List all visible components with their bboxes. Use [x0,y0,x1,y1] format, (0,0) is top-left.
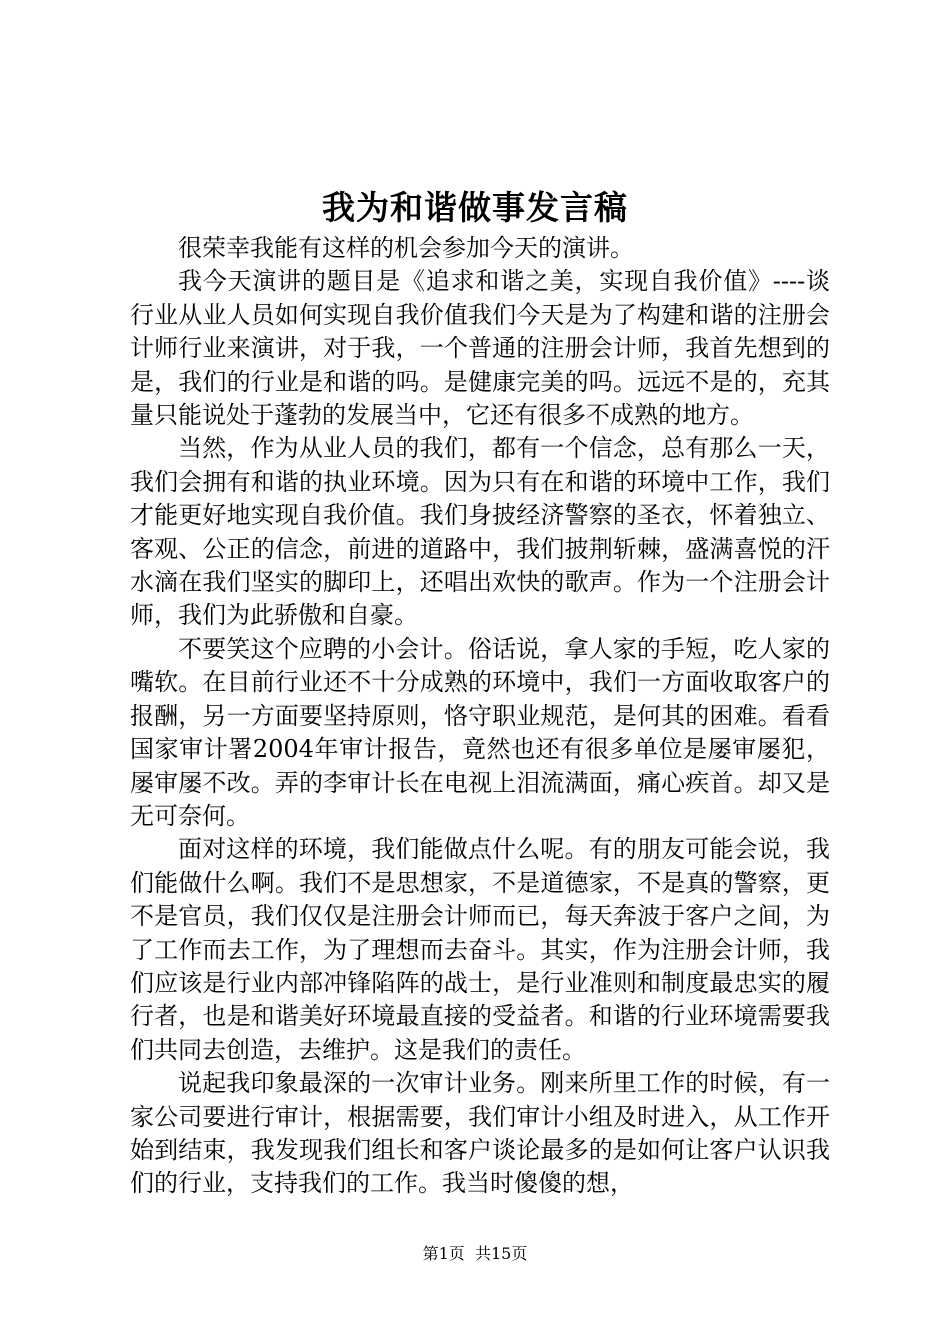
paragraph-1: 很荣幸我能有这样的机会参加今天的演讲。 [178,234,634,262]
paragraph-4: 不要笑这个应聘的小会计。俗话说，拿人家的手短，吃人家的嘴软。在目前行业还不十分成熟的环境中，我们一方面收取客户的报酬，另一方面要坚持原则，恪守职业规范，是何其的困难。看看国家审计署2004年审计报告，竟然也还有很多单位是屡审屡犯，屡审屡不改。弄的李审计长在电视上泪流满面，痛心疾首。却又是无可奈何。 [130,634,830,830]
document-title: 我为和谐做事发言稿 [322,188,628,227]
page-total: 共15页 [474,1244,528,1263]
document-body [130,232,830,1201]
footer-spacer [465,1244,475,1263]
page-number: 第1页 [422,1244,465,1263]
paragraph-6: 说起我印象最深的一次审计业务。刚来所里工作的时候，有一家公司要进行审计，根据需要，我们审计小组及时进入，从工作开始到结束，我发现我们组长和客户谈论最多的是如何让客户认识我们的行业，支持我们的工作。我当时傻傻的想， [130,1069,830,1198]
paragraph-5: 面对这样的环境，我们能做点什么呢。有的朋友可能会说，我们能做什么啊。我们不是思想家，不是道德家，不是真的警察，更不是官员，我们仅仅是注册会计师而已，每天奔波于客户之间，为了工作而去工作，为了理想而去奋斗。其实，作为注册会计师，我们应该是行业内部冲锋陷阵的战士，是行业准则和制度最忠实的履行者，也是和谐美好环境最直接的受益者。和谐的行业环境需要我们共同去创造，去维护。这是我们的责任。 [130,835,830,1064]
page-footer [0,1244,950,1264]
paragraph-2: 我今天演讲的题目是《追求和谐之美，实现自我价值》----谈行业从业人员如何实现自我价值我们今天是为了构建和谐的注册会计师行业来演讲，对于我，一个普通的注册会计师，我首先想到的是，我们的行业是和谐的吗。是健康完美的吗。远远不是的，充其量只能说处于蓬勃的发展当中，它还有很多不成熟的地方。 [130,267,830,430]
paragraph-3: 当然，作为从业人员的我们，都有一个信念，总有那么一天，我们会拥有和谐的执业环境。因为只有在和谐的环境中工作，我们才能更好地实现自我价值。我们身披经济警察的圣衣，怀着独立、客观、公正的信念，前进的道路中，我们披荆斩棘，盛满喜悦的汗水滴在我们坚实的脚印上，还唱出欢快的歌声。作为一个注册会计师，我们为此骄傲和自豪。 [130,434,830,630]
